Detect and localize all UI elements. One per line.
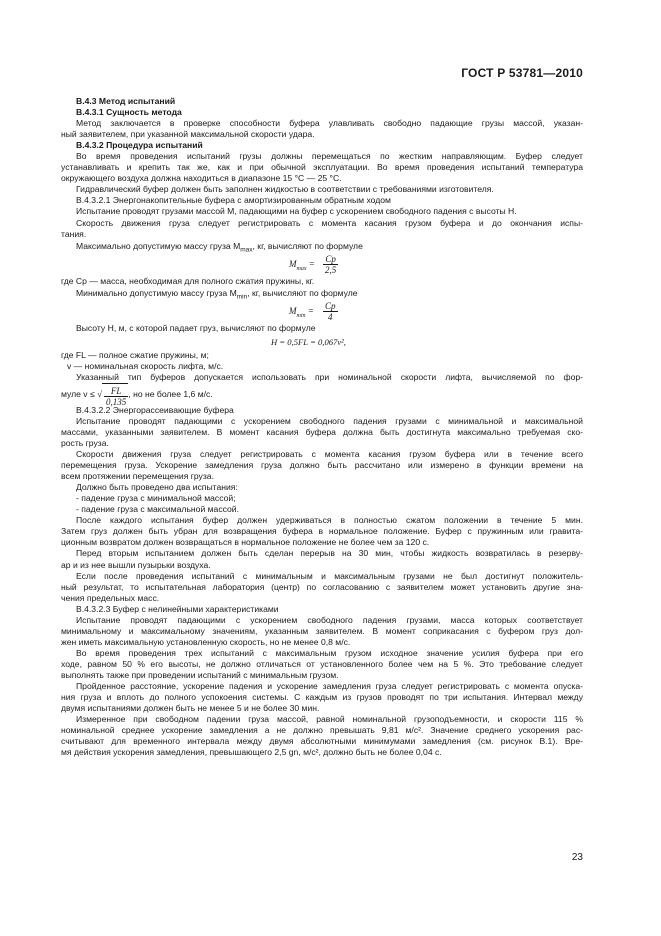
section-heading-b43: B.4.3 Метод испытаний — [76, 96, 176, 106]
paragraph-line: Испытание проводят падающими с ускорением свободного падения грузами, масса которых соответствует — [76, 614, 583, 625]
paragraph-line: окружающего воздуха должна находиться в диапазоне 15 °С — 25 °С. — [61, 173, 342, 184]
paragraph-line: ционным возвратом должен возвращаться в нормальное положение не более чем за 120 с. — [61, 537, 430, 548]
list-item: - падение груза с минимальной массой; — [76, 493, 236, 504]
paragraph-line: Затем груз должен быть убран для возвращения буфера в нормальное положение. Буфер с пружинным или гравита- — [61, 526, 583, 537]
section-heading-b432: B.4.3.2 Процедура испытаний — [76, 140, 203, 151]
paragraph-line: Гидравлический буфер должен быть заполнен жидкостью в соответствии с требованиями изготовителя. — [76, 184, 494, 195]
subscript: max — [296, 265, 307, 272]
paragraph-line: v — номинальная скорость лифта, м/с. — [67, 360, 224, 371]
paragraph-line: Указанный тип буферов допускается использовать при номинальной скорости лифта, вычисляемой по фор- — [76, 371, 583, 382]
paragraph-line: считывают для временного интервала между двумя абсолютными минимумами замедления (см. рисунок B.1). Вре- — [61, 736, 583, 747]
paragraph-line: ния груза и вплоть до полного успокоения системы. С каждым из грузов проводят по три испытания. Интервал между — [61, 692, 583, 703]
paragraph-line: Перед вторым испытанием должен быть сделан перерыв на 30 мин, чтобы жидкость возвратилась в резерву- — [76, 548, 583, 559]
formula-mmin — [61, 300, 583, 323]
paragraph-line: Метод заключается в проверке способности буфера улавливать свободно падающие грузы массой, указан- — [76, 118, 583, 129]
list-item: - падение груза с максимальной массой. — [76, 504, 239, 515]
paragraph-line: Во время проведения испытаний грузы должны перемещаться по жестким направляющим. Буфер следует — [76, 151, 583, 162]
fraction-numerator: Cp — [323, 254, 338, 265]
fraction-denominator: 2,5 — [325, 264, 337, 275]
paragraph-line: рость груза. — [61, 437, 109, 448]
paragraph-line: минимальному и максимальному значениям, указанным заявителем. В момент соприкасания с буфером груз дол- — [61, 625, 583, 636]
paragraph-line: мя действия ускорения замедления, превышающего 2,5 gn, м/с², должно быть не более 0,04 с. — [61, 747, 442, 758]
formula-velocity-line — [61, 383, 583, 405]
paragraph-line: После каждого испытания буфер должен удерживаться в полностью сжатом положении в течение 5 мин. — [76, 515, 583, 526]
text-span: муле v ≤ — [61, 388, 95, 399]
paragraph-line: ный результат, то испытательная лаборатория (центр) по согласованию с заявителем может установить другие зна- — [61, 581, 583, 592]
formula-fraction — [104, 386, 128, 407]
section-heading-b431: B.4.3.1 Сущность метода — [76, 107, 182, 118]
formula-h: H = 0,5FL = 0,067v², — [271, 336, 346, 347]
section-heading-b4323: B.4.3.2.3 Буфер с нелинейными характеристиками — [76, 603, 279, 614]
paragraph-line: ный заявителем, при указанной максимальной скорости удара. — [61, 129, 315, 140]
page-body — [61, 96, 583, 758]
paragraph-line: Пройденное расстояние, ускорение падения и ускорение замедления груза следует регистрировать с момента опуска- — [76, 681, 583, 692]
page-number: 23 — [571, 852, 583, 863]
document-header: ГОСТ Р 53781—2010 — [461, 66, 583, 80]
formula-eq: = — [308, 258, 315, 269]
paragraph-line: где FL — полное сжатие пружины, м; — [61, 349, 209, 360]
paragraph-line: Должно быть проведено два испытания: — [76, 482, 238, 493]
paragraph-line: выполнять также при проведении испытаний с минимальным грузом. — [61, 669, 339, 680]
formula-fraction — [323, 301, 338, 322]
text-span: , но не более 1,6 м/с. — [128, 388, 213, 399]
text-span: , кг, вычисляют по формуле — [247, 287, 358, 298]
paragraph-line: Если после проведения испытаний с минимальным и максимальным грузами не был достигнут положитель- — [76, 570, 583, 581]
subscript: min — [296, 312, 306, 319]
subscript: min — [236, 293, 248, 300]
paragraph-line: Испытание проводят падающими с ускорением свободного падения грузами с минимальной и максимальной — [76, 415, 583, 426]
paragraph-line — [61, 240, 583, 253]
paragraph-line: устанавливать и крепить так же, как и при обычной эксплуатации. Во время проведения испытаний температура — [61, 162, 583, 173]
paragraph-line: где Cp — масса, необходимая для полного сжатия пружины, кг. — [61, 275, 315, 286]
paragraph-line — [61, 287, 583, 300]
paragraph-line: Испытание проводят грузами массой M, падающими на буфер с ускорением свободного падения с высоты H. — [76, 206, 517, 217]
paragraph-line: всем протяжении перемещения груза. — [61, 471, 214, 482]
paragraph-line: номинальной среднее ускорение замедления a не должно превышать 9,81 м/с². Значение среднего ускорения рас- — [61, 725, 583, 736]
paragraph-line: Скорость движения груза следует регистрировать с момента касания грузом буфера и до окончания испы- — [76, 217, 583, 228]
formula-symbol: M — [289, 305, 297, 316]
paragraph-line: ар и из нее вышли пузырьки воздуха. — [61, 559, 211, 570]
paragraph-line: Во время проведения трех испытаний с максимальным грузом исходное значение усилия буфера при его — [76, 647, 583, 658]
paragraph-line: перемещения груза. Ускорение замедления груза должно быть рассчитано или измерено в функции времени на — [61, 460, 583, 471]
fraction-denominator: 0,135 — [106, 396, 127, 407]
formula-lhs — [289, 306, 314, 322]
formula-eq: = — [307, 305, 314, 316]
paragraph-line: двумя испытаниями должен быть не менее 5 и не более 30 мин. — [61, 703, 320, 714]
text-span: Максимально допустимую массу груза M — [76, 240, 241, 251]
section-heading-b4321: B.4.3.2.1 Энергонакопительные буфера с амортизированным обратным ходом — [76, 195, 391, 206]
fraction-numerator: Cp — [325, 300, 336, 311]
paragraph-line: ходе, равном 50 % его высоты, не должно отличаться от установленного более чем на 5 %. Это требование следует — [61, 658, 583, 669]
sqrt-box — [102, 383, 128, 406]
sqrt-sign: √ $\frac{FL}{0,135}$ — [97, 383, 128, 407]
subscript: max — [240, 246, 253, 253]
text-span: , кг, вычисляют по формуле — [252, 240, 363, 251]
paragraph-line: Высоту H, м, с которой падает груз, вычисляют по формуле — [76, 322, 316, 333]
formula-symbol: M — [289, 258, 297, 269]
fraction-denominator: 4 — [328, 311, 333, 322]
paragraph-line: тания. — [61, 228, 87, 239]
section-heading-b4322: B.4.3.2.2 Энергорассеивающие буфера — [76, 404, 234, 415]
paragraph-line: жен иметь максимальную установленную скорость, но не менее 0,8 м/с. — [61, 636, 351, 647]
formula-lhs — [289, 259, 315, 275]
formula-mmax — [61, 253, 583, 276]
paragraph-line: Измеренное при свободном падении груза массой, равной номинальной грузоподъемности, и скорости 115 % — [76, 714, 583, 725]
formula-fraction — [323, 254, 338, 275]
paragraph-line: Скорости движения груза следует регистрировать с момента касания грузом буфера или в течение всего — [76, 449, 583, 460]
paragraph-line: чения предельных масс. — [61, 592, 160, 603]
text-span: Минимально допустимую массу груза M — [76, 287, 237, 298]
paragraph-line: массами, указанными заявителем. В момент касания буфера должна быть достигнута максимально требуемая ско- — [61, 426, 583, 437]
fraction-numerator: FL — [104, 386, 128, 397]
